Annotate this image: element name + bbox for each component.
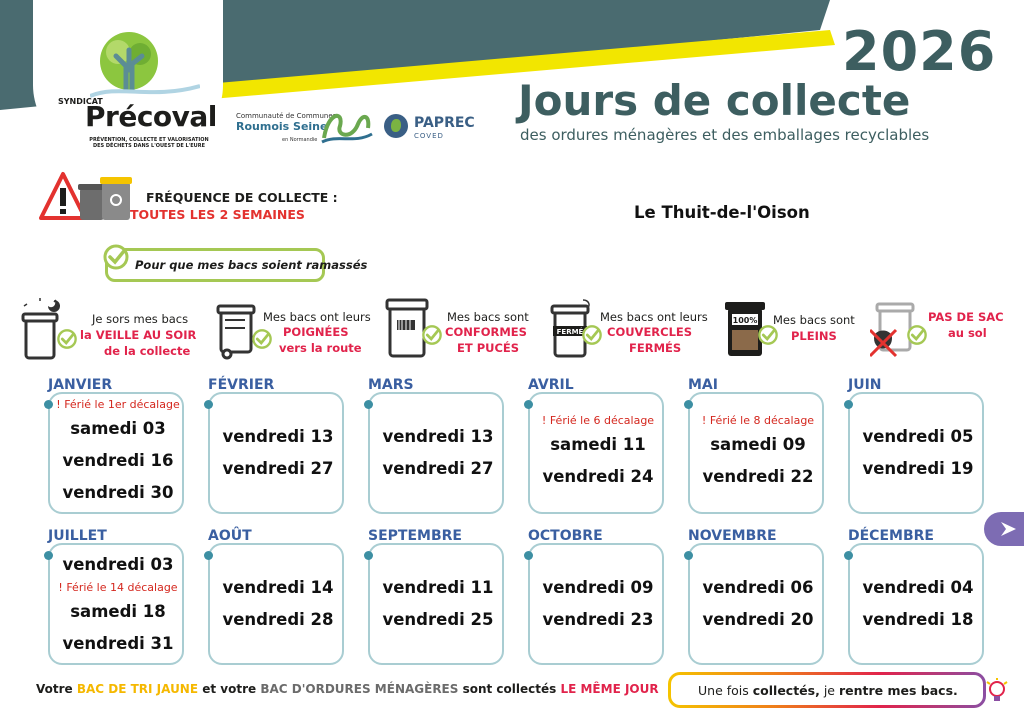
month-dot [844, 400, 853, 409]
rule-highlight: PAS DE SAC [928, 310, 1004, 324]
collection-day: vendredi 11 [382, 578, 494, 597]
page-subtitle: des ordures ménagères et des emballages recyclables [520, 126, 930, 144]
footer-reminder-d: rentre mes bacs. [838, 683, 958, 698]
rule-highlight: CONFORMES [445, 325, 527, 339]
month-septembre [364, 528, 524, 668]
collection-day: vendredi 20 [702, 610, 814, 629]
page-title: Jours de collecte [518, 76, 911, 125]
commune-name: Le Thuit-de-l'Oison [634, 203, 810, 222]
rule-highlight: POIGNÉES [283, 325, 349, 339]
collection-day: samedi 03 [70, 418, 166, 438]
month-dot [524, 551, 533, 560]
footer-note [36, 682, 659, 696]
collection-day: vendredi 30 [62, 482, 174, 502]
month-box [368, 543, 504, 665]
collection-day: samedi 18 [70, 601, 166, 621]
footer-text-c: et votre [198, 682, 261, 696]
footer-same-day: LE MÊME JOUR [560, 682, 659, 696]
partner1-line2: Roumois Seine [236, 120, 328, 133]
month-dot [684, 400, 693, 409]
rule-detail: au sol [948, 326, 987, 340]
partner1-line3: en Normandie [282, 137, 318, 143]
full-badge: 100% [732, 316, 758, 325]
collection-day: vendredi 31 [62, 633, 174, 653]
month-box [208, 543, 344, 665]
footer-reminder-a: Une fois [698, 683, 753, 698]
collection-day: samedi 11 [550, 434, 646, 454]
rule-text: Mes bacs ont leurs [263, 310, 371, 324]
month-dot [204, 551, 213, 560]
collection-day: vendredi 09 [542, 578, 654, 597]
collection-day: vendredi 18 [862, 610, 974, 629]
collection-day: vendredi 27 [382, 459, 494, 478]
rule-text: Mes bacs ont leurs [600, 310, 708, 324]
footer-yellow-bin: BAC DE TRI JAUNE [76, 682, 199, 696]
collection-day: vendredi 04 [862, 578, 974, 597]
collection-day: vendredi 23 [542, 610, 654, 629]
holiday-note: ! Férié le 1er décalage [56, 397, 180, 411]
check-icon [581, 324, 603, 346]
rule-detail: vers la route [279, 341, 362, 355]
month-name: JANVIER [48, 377, 113, 393]
month-dot [524, 400, 533, 409]
month-dot [844, 551, 853, 560]
month-box [528, 543, 664, 665]
month-box [368, 392, 504, 514]
check-icon [102, 243, 130, 271]
collection-day: vendredi 16 [62, 450, 174, 470]
org-tagline: PRÉVENTION, COLLECTE ET VALORISATION DES DÉCHETS DANS L'OUEST DE L'EURE [89, 137, 209, 149]
check-icon [421, 324, 443, 346]
month-name: OCTOBRE [528, 528, 603, 544]
check-icon [56, 328, 78, 350]
paprec-logo-icon [384, 114, 408, 138]
collection-day: vendredi 06 [702, 578, 814, 597]
month-box [688, 543, 824, 665]
next-arrow-icon [998, 519, 1020, 539]
collection-day: vendredi 22 [702, 466, 814, 486]
month-juin [844, 377, 1004, 517]
month-avril [524, 377, 684, 517]
month-août [204, 528, 364, 668]
month-janvier [44, 377, 204, 517]
collection-day: vendredi 24 [542, 466, 654, 486]
org-name: Précoval [85, 100, 217, 133]
partner1-line1: Communauté de Communes [236, 112, 337, 120]
collection-day: vendredi 13 [382, 427, 494, 446]
month-box [848, 392, 984, 514]
frequency-label: FRÉQUENCE DE COLLECTE : [146, 190, 338, 205]
month-name: MAI [688, 377, 718, 393]
month-name: JUILLET [48, 528, 107, 544]
month-décembre [844, 528, 1004, 668]
collection-day: vendredi 03 [62, 554, 174, 574]
collection-day: vendredi 13 [222, 427, 334, 446]
month-box [848, 543, 984, 665]
month-name: SEPTEMBRE [368, 528, 462, 544]
year: 2026 [842, 20, 997, 83]
holiday-note: ! Férié le 8 décalage [701, 413, 815, 427]
next-page-button[interactable] [984, 512, 1024, 546]
bins-icon [76, 172, 134, 224]
frequency-value: TOUTES LES 2 SEMAINES [130, 207, 305, 222]
check-icon [906, 324, 928, 346]
collection-day: vendredi 27 [222, 459, 334, 478]
roumois-seine-logo-icon [318, 104, 374, 144]
month-octobre [524, 528, 684, 668]
month-mars [364, 377, 524, 517]
partner2-name: PAPREC [414, 115, 475, 131]
month-dot [684, 551, 693, 560]
month-name: DÉCEMBRE [848, 528, 934, 544]
month-name: MARS [368, 377, 414, 393]
footer-reminder-c: je [819, 683, 839, 698]
holiday-note: ! Férié le 14 décalage [58, 580, 178, 594]
month-dot [364, 551, 373, 560]
collection-day: samedi 09 [710, 434, 806, 454]
month-juillet [44, 528, 204, 668]
check-icon [757, 324, 779, 346]
check-icon [251, 328, 273, 350]
bin-icon [20, 298, 60, 364]
month-novembre [684, 528, 844, 668]
holiday-note: ! Férié le 6 décalage [541, 413, 655, 427]
month-name: AVRIL [528, 377, 574, 393]
rule-detail: ET PUCÉS [457, 341, 520, 355]
rule-detail: de la collecte [104, 344, 191, 358]
lightbulb-icon [985, 678, 1009, 706]
collection-day: vendredi 05 [862, 427, 974, 446]
month-dot [204, 400, 213, 409]
syndicat-label: SYNDICAT [58, 97, 103, 106]
collection-day: vendredi 25 [382, 610, 494, 629]
collection-day: vendredi 19 [862, 459, 974, 478]
rule-detail: FERMÉS [629, 341, 682, 355]
collection-day: vendredi 14 [222, 578, 334, 597]
month-mai [684, 377, 844, 517]
rule-text: Je sors mes bacs [92, 312, 189, 326]
month-dot [364, 400, 373, 409]
month-name: FÉVRIER [208, 377, 275, 393]
rule-highlight: PLEINS [791, 329, 837, 343]
collection-day: vendredi 28 [222, 610, 334, 629]
month-name: NOVEMBRE [688, 528, 777, 544]
rule-text: Mes bacs sont [447, 310, 529, 324]
footer-text-a: Votre [36, 682, 77, 696]
month-name: JUIN [848, 377, 882, 393]
rule-text: Mes bacs sont [773, 313, 855, 327]
month-box [208, 392, 344, 514]
month-name: AOÛT [208, 528, 252, 544]
rule-highlight: la VEILLE AU SOIR [80, 328, 197, 342]
month-février [204, 377, 364, 517]
footer-reminder [698, 683, 958, 698]
closed-badge: FERMÉ [556, 328, 584, 336]
footer-reminder-b: collectés, [752, 683, 820, 698]
footer-household-bin: BAC D'ORDURES MÉNAGÈRES [260, 682, 459, 696]
footer-text-e: sont collectés [458, 682, 561, 696]
rule-highlight: COUVERCLES [607, 325, 693, 339]
partner2-sub: COVED [414, 132, 444, 140]
rules-title: Pour que mes bacs soient ramassés [135, 258, 368, 272]
river-swoosh [90, 80, 200, 100]
